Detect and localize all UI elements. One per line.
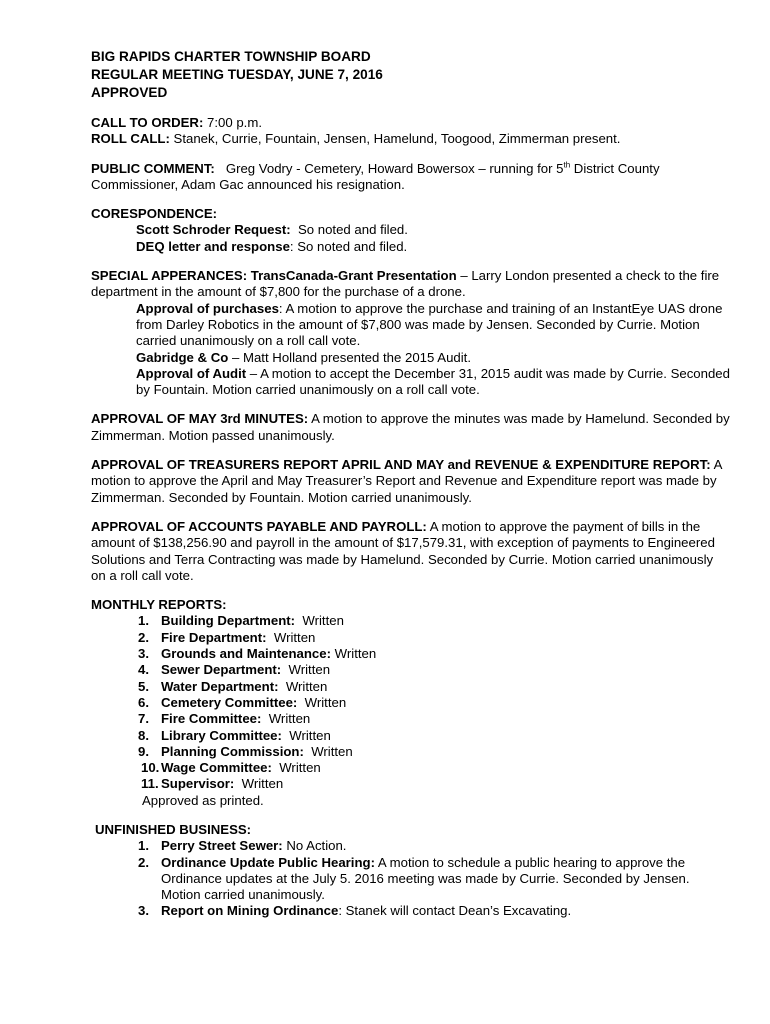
audit-text: – A motion to accept the December 31, 2015 audit was made by Currie. Seconded by Fountain. Motion carried unanimously on a roll call vote. bbox=[136, 365, 730, 398]
gabridge-text: – Matt Holland presented the 2015 Audit. bbox=[228, 349, 471, 365]
correspondence-label: CORESPONDENCE: bbox=[91, 206, 218, 222]
report-label: Grounds and Maintenance: bbox=[161, 646, 331, 662]
monthly-label: MONTHLY REPORTS: bbox=[91, 597, 227, 613]
report-label: Fire Committee: bbox=[161, 711, 262, 727]
report-status: Written bbox=[289, 727, 331, 743]
list-number: 1. bbox=[138, 838, 149, 854]
list-item bbox=[91, 744, 731, 760]
list-item bbox=[91, 695, 731, 711]
list-item bbox=[91, 728, 731, 744]
minutes-text: A motion to approve the minutes was made by Hamelund. Seconded by Zimmerman. Motion passed unanimously. bbox=[91, 411, 730, 443]
public-comment bbox=[91, 161, 731, 194]
report-label: Sewer Department: bbox=[161, 662, 282, 678]
item-text: No Action. bbox=[282, 838, 347, 854]
report-status: Written bbox=[311, 743, 353, 759]
approval-of-accounts-payable bbox=[91, 519, 731, 584]
approval-of-audit bbox=[91, 366, 731, 399]
list-item bbox=[91, 855, 731, 904]
treasurers-label: APPROVAL OF TREASURERS REPORT APRIL AND MAY and REVENUE & EXPENDITURE REPORT: bbox=[91, 457, 711, 473]
call-to-order bbox=[91, 115, 731, 131]
report-label: Fire Department: bbox=[161, 629, 267, 645]
approval-of-treasurers-report bbox=[91, 457, 731, 506]
list-item bbox=[91, 838, 731, 854]
correspondence-item-label: DEQ letter and response bbox=[136, 238, 290, 254]
title-line-1: BIG RAPIDS CHARTER TOWNSHIP BOARD bbox=[91, 49, 371, 64]
report-status: Written bbox=[273, 629, 316, 645]
list-item bbox=[91, 679, 731, 695]
approval-of-minutes bbox=[91, 411, 731, 444]
special-text: – Larry London presented a check to the fire department in the amount of $7,800 for the purchase of a drone. bbox=[91, 268, 720, 300]
minutes-label: APPROVAL OF MAY 3rd MINUTES: bbox=[91, 411, 309, 427]
accounts-text: A motion to approve the payment of bills in the amount of $138,256.90 and payroll in the amount of $17,579.31, with exception of payments to Engineered Solutions and Terra Contracting was made by Hamelund. Seconded by Currie. Motion carried unanimously on a roll call vote. bbox=[91, 518, 715, 583]
title-line-3: APPROVED bbox=[91, 85, 168, 100]
report-status: Written bbox=[285, 678, 328, 694]
report-status: Written bbox=[304, 694, 347, 710]
minutes-content bbox=[91, 48, 731, 920]
special-appearances bbox=[91, 268, 731, 301]
unfinished-business-heading bbox=[91, 822, 731, 838]
list-item bbox=[91, 903, 731, 919]
public-comment-label: PUBLIC COMMENT: bbox=[91, 160, 215, 176]
list-number: 3. bbox=[138, 903, 149, 919]
unfinished-business-list bbox=[91, 838, 731, 919]
correspondence-item-label: Scott Schroder Request: bbox=[136, 222, 291, 238]
report-status: Written bbox=[268, 711, 311, 727]
call-to-order-text: 7:00 p.m. bbox=[207, 115, 262, 130]
monthly-reports-heading bbox=[91, 597, 731, 613]
list-number: 5. bbox=[138, 678, 149, 694]
audit-label: Approval of Audit bbox=[136, 365, 247, 381]
list-item bbox=[91, 711, 731, 727]
report-label: Cemetery Committee: bbox=[161, 694, 298, 710]
unfinished-label: UNFINISHED BUSINESS: bbox=[95, 821, 252, 837]
list-number: 1. bbox=[138, 613, 149, 629]
list-number: 3. bbox=[138, 646, 149, 662]
list-number: 2. bbox=[138, 854, 149, 870]
monthly-reports-list bbox=[91, 613, 731, 792]
title-line-2: REGULAR MEETING TUESDAY, JUNE 7, 2016 bbox=[91, 67, 383, 82]
approved-as-printed: Approved as printed. bbox=[142, 792, 264, 808]
gabridge-presentation bbox=[91, 350, 731, 366]
report-label: Water Department: bbox=[161, 678, 279, 694]
report-status: Written bbox=[334, 646, 377, 662]
item-label: Perry Street Sewer: bbox=[161, 838, 283, 854]
accounts-label: APPROVAL OF ACCOUNTS PAYABLE AND PAYROLL: bbox=[91, 518, 427, 534]
list-number: 9. bbox=[138, 743, 149, 759]
list-item bbox=[91, 630, 731, 646]
public-comment-sup: th bbox=[563, 160, 571, 170]
correspondence-item-text: : So noted and filed. bbox=[289, 238, 408, 254]
report-status: Written bbox=[241, 776, 284, 792]
list-number: 10. bbox=[141, 760, 160, 776]
correspondence-heading bbox=[91, 206, 731, 222]
report-label: Building Department: bbox=[161, 613, 296, 629]
list-item bbox=[91, 760, 731, 776]
special-label: SPECIAL APPERANCES: TransCanada-Grant Presentation bbox=[91, 268, 457, 284]
list-number: 4. bbox=[138, 662, 149, 678]
report-status: Written bbox=[288, 662, 331, 678]
item-label: Ordinance Update Public Hearing: bbox=[161, 854, 375, 870]
report-label: Supervisor: bbox=[161, 776, 235, 792]
list-number: 7. bbox=[138, 711, 149, 727]
approval-of-purchases bbox=[91, 301, 731, 350]
list-number: 8. bbox=[138, 727, 149, 743]
roll-call bbox=[91, 131, 731, 147]
purchases-text: : A motion to approve the purchase and training of an InstantEye UAS drone from Darley Robotics in the amount of $7,800 was made by Jensen. Seconded by Currie. Motion carried unanimously on a roll call vote. bbox=[136, 300, 723, 349]
item-text: A motion to schedule a public hearing to approve the Ordinance updates at the July 5. 2016 meeting was made by Currie. Seconded by Jensen. Motion carried unanimously. bbox=[161, 854, 690, 903]
correspondence-item bbox=[91, 239, 731, 255]
list-number: 2. bbox=[138, 629, 149, 645]
report-status: Written bbox=[279, 760, 321, 776]
list-item bbox=[91, 646, 731, 662]
correspondence-item bbox=[91, 222, 731, 238]
document-header bbox=[91, 48, 731, 102]
report-label: Wage Committee: bbox=[161, 760, 272, 776]
list-item bbox=[91, 613, 731, 629]
item-label: Report on Mining Ordinance bbox=[161, 903, 339, 919]
item-text: : Stanek will contact Dean’s Excavating. bbox=[338, 903, 572, 919]
gabridge-label: Gabridge & Co bbox=[136, 349, 229, 365]
treasurers-text: A motion to approve the April and May Treasurer’s Report and Revenue and Expenditure report was made by Zimmerman. Seconded by Fountain. Motion carried unanimously. bbox=[91, 457, 722, 505]
call-to-order-label: CALL TO ORDER: bbox=[91, 115, 204, 130]
public-comment-text-b: District County Commissioner, Adam Gac announced his resignation. bbox=[91, 160, 660, 192]
list-item bbox=[91, 776, 731, 792]
public-comment-text-a: Greg Vodry - Cemetery, Howard Bowersox – running for 5 bbox=[225, 160, 564, 176]
list-number: 6. bbox=[138, 694, 149, 710]
list-number: 11. bbox=[141, 776, 159, 792]
list-item bbox=[91, 662, 731, 678]
report-label: Library Committee: bbox=[161, 727, 282, 743]
report-status: Written bbox=[302, 613, 344, 629]
report-label: Planning Commission: bbox=[161, 743, 304, 759]
roll-call-label: ROLL CALL: bbox=[91, 131, 170, 147]
correspondence-item-text: So noted and filed. bbox=[297, 222, 408, 238]
roll-call-text: Stanek, Currie, Fountain, Jensen, Hamelund, Toogood, Zimmerman present. bbox=[173, 131, 621, 147]
purchases-label: Approval of purchases bbox=[136, 300, 279, 316]
